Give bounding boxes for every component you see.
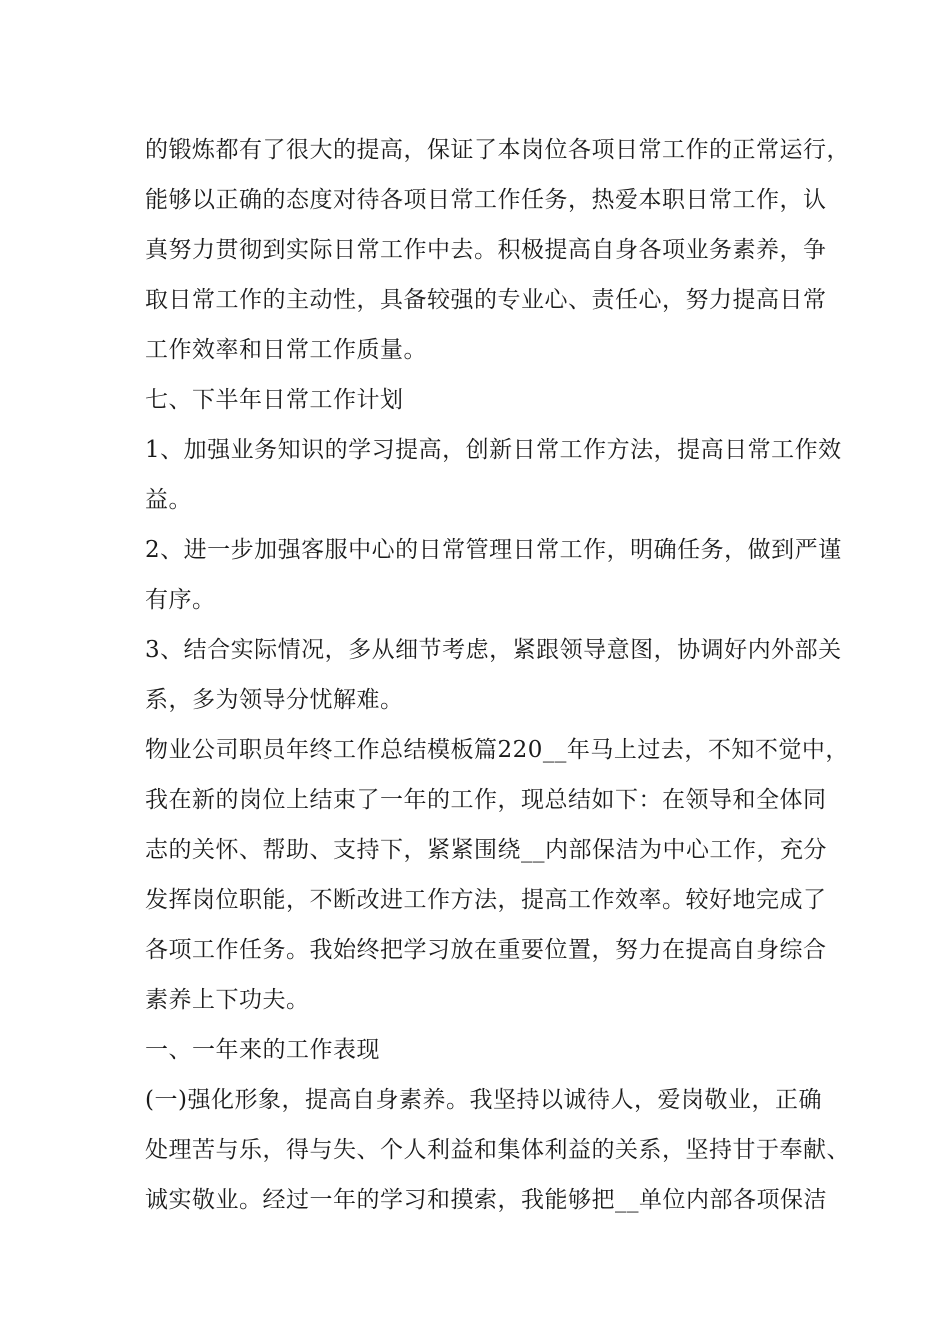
section-heading: 一、一年来的工作表现 xyxy=(145,1037,380,1063)
text-line: 物业公司职员年终工作总结模板篇220__年马上过去，不知不觉中， xyxy=(145,737,849,763)
text-line: 各项工作任务。我始终把学习放在重要位置，努力在提高自身综合 xyxy=(145,937,827,963)
text-line: 益。 xyxy=(145,487,192,513)
text-line: 的锻炼都有了很大的提高，保证了本岗位各项日常工作的正常运行， xyxy=(145,137,850,163)
text-line: 系，多为领导分忧解难。 xyxy=(145,687,404,713)
text-line: 志的关怀、帮助、支持下，紧紧围绕__内部保洁为中心工作，充分 xyxy=(145,837,827,863)
text-line: 发挥岗位职能，不断改进工作方法，提高工作效率。较好地完成了 xyxy=(145,887,827,913)
text-line: 取日常工作的主动性，具备较强的专业心、责任心，努力提高日常 xyxy=(145,287,827,313)
text-line: 真努力贯彻到实际日常工作中去。积极提高自身各项业务素养，争 xyxy=(145,237,827,263)
text-line: 2、进一步加强客服中心的日常管理日常工作，明确任务，做到严谨 xyxy=(145,537,842,563)
text-line: 能够以正确的态度对待各项日常工作任务，热爱本职日常工作，认 xyxy=(145,187,827,213)
text-line: 素养上下功夫。 xyxy=(145,987,310,1013)
text-line: 诚实敬业。经过一年的学习和摸索，我能够把__单位内部各项保洁 xyxy=(145,1187,827,1213)
section-heading: 七、下半年日常工作计划 xyxy=(145,387,404,413)
text-line: 工作效率和日常工作质量。 xyxy=(145,337,427,363)
text-line: 我在新的岗位上结束了一年的工作，现总结如下：在领导和全体同 xyxy=(145,787,827,813)
text-line: 处理苦与乐，得与失、个人利益和集体利益的关系，坚持甘于奉献、 xyxy=(145,1137,850,1163)
text-line: (一)强化形象，提高自身素养。我坚持以诚待人，爱岗敬业，正确 xyxy=(145,1087,822,1113)
text-line: 有序。 xyxy=(145,587,216,613)
text-line: 3、结合实际情况，多从细节考虑，紧跟领导意图，协调好内外部关 xyxy=(145,637,842,663)
text-line: 1、加强业务知识的学习提高，创新日常工作方法，提高日常工作效 xyxy=(145,437,842,463)
